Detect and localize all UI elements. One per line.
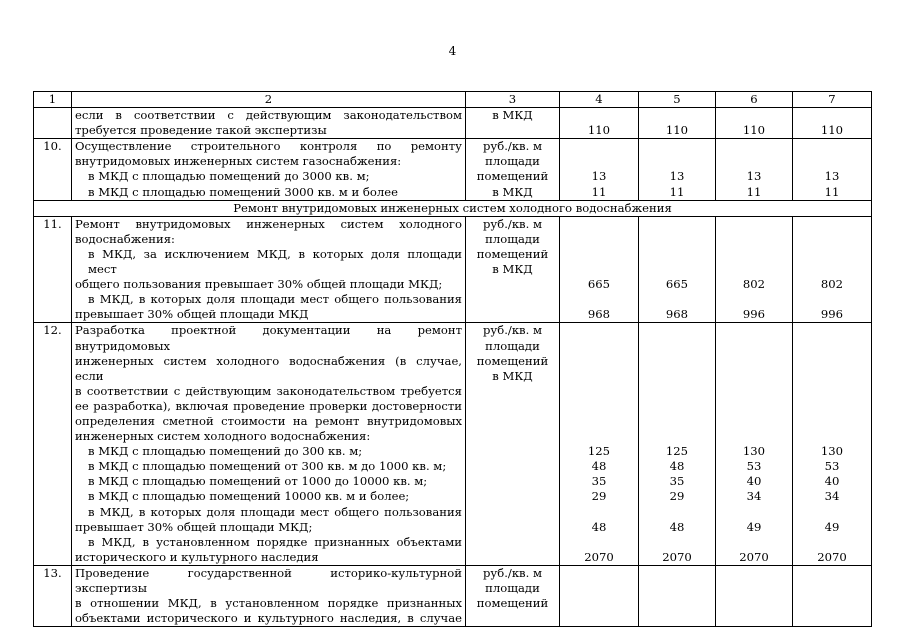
value-cell (793, 565, 872, 626)
value: 125 (665, 444, 689, 459)
table-row (34, 139, 872, 200)
desc-line: в МКД с площадью помещений 3000 кв. м и более (88, 184, 398, 199)
unit-cell (466, 216, 560, 323)
value-cell (639, 139, 716, 200)
header-cell: 3 (466, 92, 560, 108)
value: 802 (820, 277, 844, 292)
desc-line: внутридомовых инженерных систем газоснабжения: (75, 154, 402, 169)
unit-cell (466, 108, 560, 139)
value: 11 (591, 184, 607, 199)
value: 13 (591, 169, 607, 184)
table-row (34, 323, 872, 566)
header-cell: 6 (716, 92, 793, 108)
value-cell (560, 565, 639, 626)
unit-line: руб./кв. м (483, 139, 542, 154)
value-cell (716, 216, 793, 323)
value: 48 (591, 459, 607, 474)
value: 40 (824, 474, 840, 489)
desc-line: Осуществление строительного контроля по ремонту (75, 139, 462, 154)
header-cell: 5 (639, 92, 716, 108)
header-cell: 7 (793, 92, 872, 108)
value-cell (793, 323, 872, 566)
value: 110 (587, 123, 611, 138)
value-cell (560, 323, 639, 566)
unit-line: площади (485, 581, 540, 595)
section-heading: Ремонт внутридомовых инженерных систем холодного водоснабжения (34, 200, 872, 216)
value-cell (716, 108, 793, 139)
desc-line: ее разработка), включая проведение проверки достоверности (75, 398, 462, 413)
value: 13 (824, 169, 840, 184)
value-cell (793, 216, 872, 323)
unit-line: площади (485, 231, 540, 246)
value: 130 (742, 444, 766, 459)
tariff-table (33, 91, 872, 627)
desc-line: в МКД с площадью помещений от 300 кв. м до 1000 кв. м; (88, 459, 447, 474)
desc-line: объектами исторического и культурного наследия, в случае (75, 611, 462, 626)
value-cell (639, 323, 716, 566)
desc-line: определения сметной стоимости на ремонт внутридомовых (75, 413, 462, 428)
value: 13 (669, 169, 685, 184)
value-cell (793, 139, 872, 200)
unit-cell (466, 323, 560, 566)
desc-line: инженерных систем холодного водоснабжения: (75, 429, 371, 444)
desc-line: требуется проведение такой экспертизы (75, 123, 327, 138)
value: 49 (824, 519, 840, 534)
value-cell (560, 216, 639, 323)
value: 110 (820, 123, 844, 138)
desc-line: в МКД, в которых доля площади мест общего пользования (88, 292, 462, 307)
value: 665 (665, 277, 689, 292)
value: 2070 (662, 549, 692, 564)
value-cell (716, 139, 793, 200)
value: 996 (742, 307, 766, 322)
table-row (34, 108, 872, 139)
row-description (72, 108, 466, 139)
header-cell: 4 (560, 92, 639, 108)
unit-cell (466, 139, 560, 200)
desc-line: Разработка проектной документации на ремонт внутридомовых (75, 323, 462, 353)
value-cell (639, 216, 716, 323)
value: 48 (591, 519, 607, 534)
unit-line: помещений (476, 596, 549, 611)
value: 53 (824, 459, 840, 474)
unit-cell (466, 565, 560, 626)
value: 802 (742, 277, 766, 292)
value: 35 (669, 474, 685, 489)
value: 29 (591, 489, 607, 504)
value: 48 (669, 459, 685, 474)
desc-line: исторического и культурного наследия (75, 549, 319, 564)
value: 11 (746, 184, 762, 199)
unit-line: помещений (476, 246, 549, 261)
desc-line: в МКД, за исключением МКД, в которых доля площади мест (88, 246, 462, 277)
value: 11 (824, 184, 840, 199)
value: 2070 (817, 549, 847, 564)
unit-line: руб./кв. м (483, 323, 542, 338)
value-cell (793, 108, 872, 139)
row-description (72, 139, 466, 200)
table-header-row (34, 92, 872, 108)
row-description (72, 565, 466, 626)
value: 130 (820, 444, 844, 459)
value: 53 (746, 459, 762, 474)
row-number: 10. (34, 139, 72, 200)
value: 29 (669, 489, 685, 504)
desc-line: если в соответствии с действующим законодательством (75, 108, 462, 123)
value: 2070 (584, 549, 614, 564)
unit-line: в МКД (492, 184, 533, 199)
row-description (72, 216, 466, 323)
value: 49 (746, 519, 762, 534)
header-cell: 2 (72, 92, 466, 108)
unit-line: в МКД (492, 368, 533, 383)
row-number: 12. (34, 323, 72, 566)
page-number: 4 (448, 44, 457, 58)
row-number: 13. (34, 565, 72, 626)
value-cell (639, 108, 716, 139)
value-cell (560, 139, 639, 200)
unit-line: в МКД (492, 108, 533, 123)
desc-line: в МКД с площадью помещений 10000 кв. м и более; (88, 489, 410, 504)
desc-line: в МКД с площадью помещений до 3000 кв. м; (88, 169, 370, 184)
value: 110 (665, 123, 689, 138)
unit-line: площади (485, 338, 540, 353)
unit-line: руб./кв. м (483, 565, 542, 580)
value: 35 (591, 474, 607, 489)
table-row (34, 216, 872, 323)
desc-line: в МКД с площадью помещений от 1000 до 10000 кв. м; (88, 474, 428, 489)
unit-line: в МКД (492, 262, 533, 277)
desc-line: общего пользования превышает 30% общей площади МКД; (75, 277, 443, 292)
value-cell (716, 323, 793, 566)
value-cell (716, 565, 793, 626)
row-number (34, 108, 72, 139)
value-cell (639, 565, 716, 626)
value: 48 (669, 519, 685, 534)
desc-line: в МКД, в установленном порядке признанных объектами (88, 534, 462, 549)
row-number: 11. (34, 216, 72, 323)
value: 13 (746, 169, 762, 184)
value: 968 (665, 307, 689, 322)
value: 968 (587, 307, 611, 322)
desc-line: водоснабжения: (75, 231, 175, 246)
unit-line: руб./кв. м (483, 216, 542, 231)
desc-line: в соответствии с действующим законодательством требуется (75, 383, 462, 398)
desc-line: Проведение государственной историко-культурной экспертизы (75, 565, 462, 595)
unit-line: площади (485, 154, 540, 169)
value: 34 (746, 489, 762, 504)
value: 2070 (739, 549, 769, 564)
value: 34 (824, 489, 840, 504)
value: 110 (742, 123, 766, 138)
desc-line: в МКД с площадью помещений до 300 кв. м; (88, 444, 363, 459)
value: 125 (587, 444, 611, 459)
desc-line: в МКД, в которых доля площади мест общего пользования (88, 504, 462, 519)
table-row (34, 565, 872, 626)
value: 11 (669, 184, 685, 199)
value: 665 (587, 277, 611, 292)
value-cell (560, 108, 639, 139)
section-row (34, 200, 872, 216)
unit-line: помещений (476, 353, 549, 368)
value: 996 (820, 307, 844, 322)
row-description (72, 323, 466, 566)
desc-line: в отношении МКД, в установленном порядке признанных (75, 596, 462, 611)
header-cell: 1 (34, 92, 72, 108)
unit-line: помещений (476, 169, 549, 184)
desc-line: превышает 30% общей площади МКД; (75, 519, 313, 534)
desc-line: инженерных систем холодного водоснабжения (в случае, если (75, 353, 462, 383)
desc-line: превышает 30% общей площади МКД (75, 307, 309, 322)
value: 40 (746, 474, 762, 489)
desc-line: Ремонт внутридомовых инженерных систем холодного (75, 216, 462, 231)
